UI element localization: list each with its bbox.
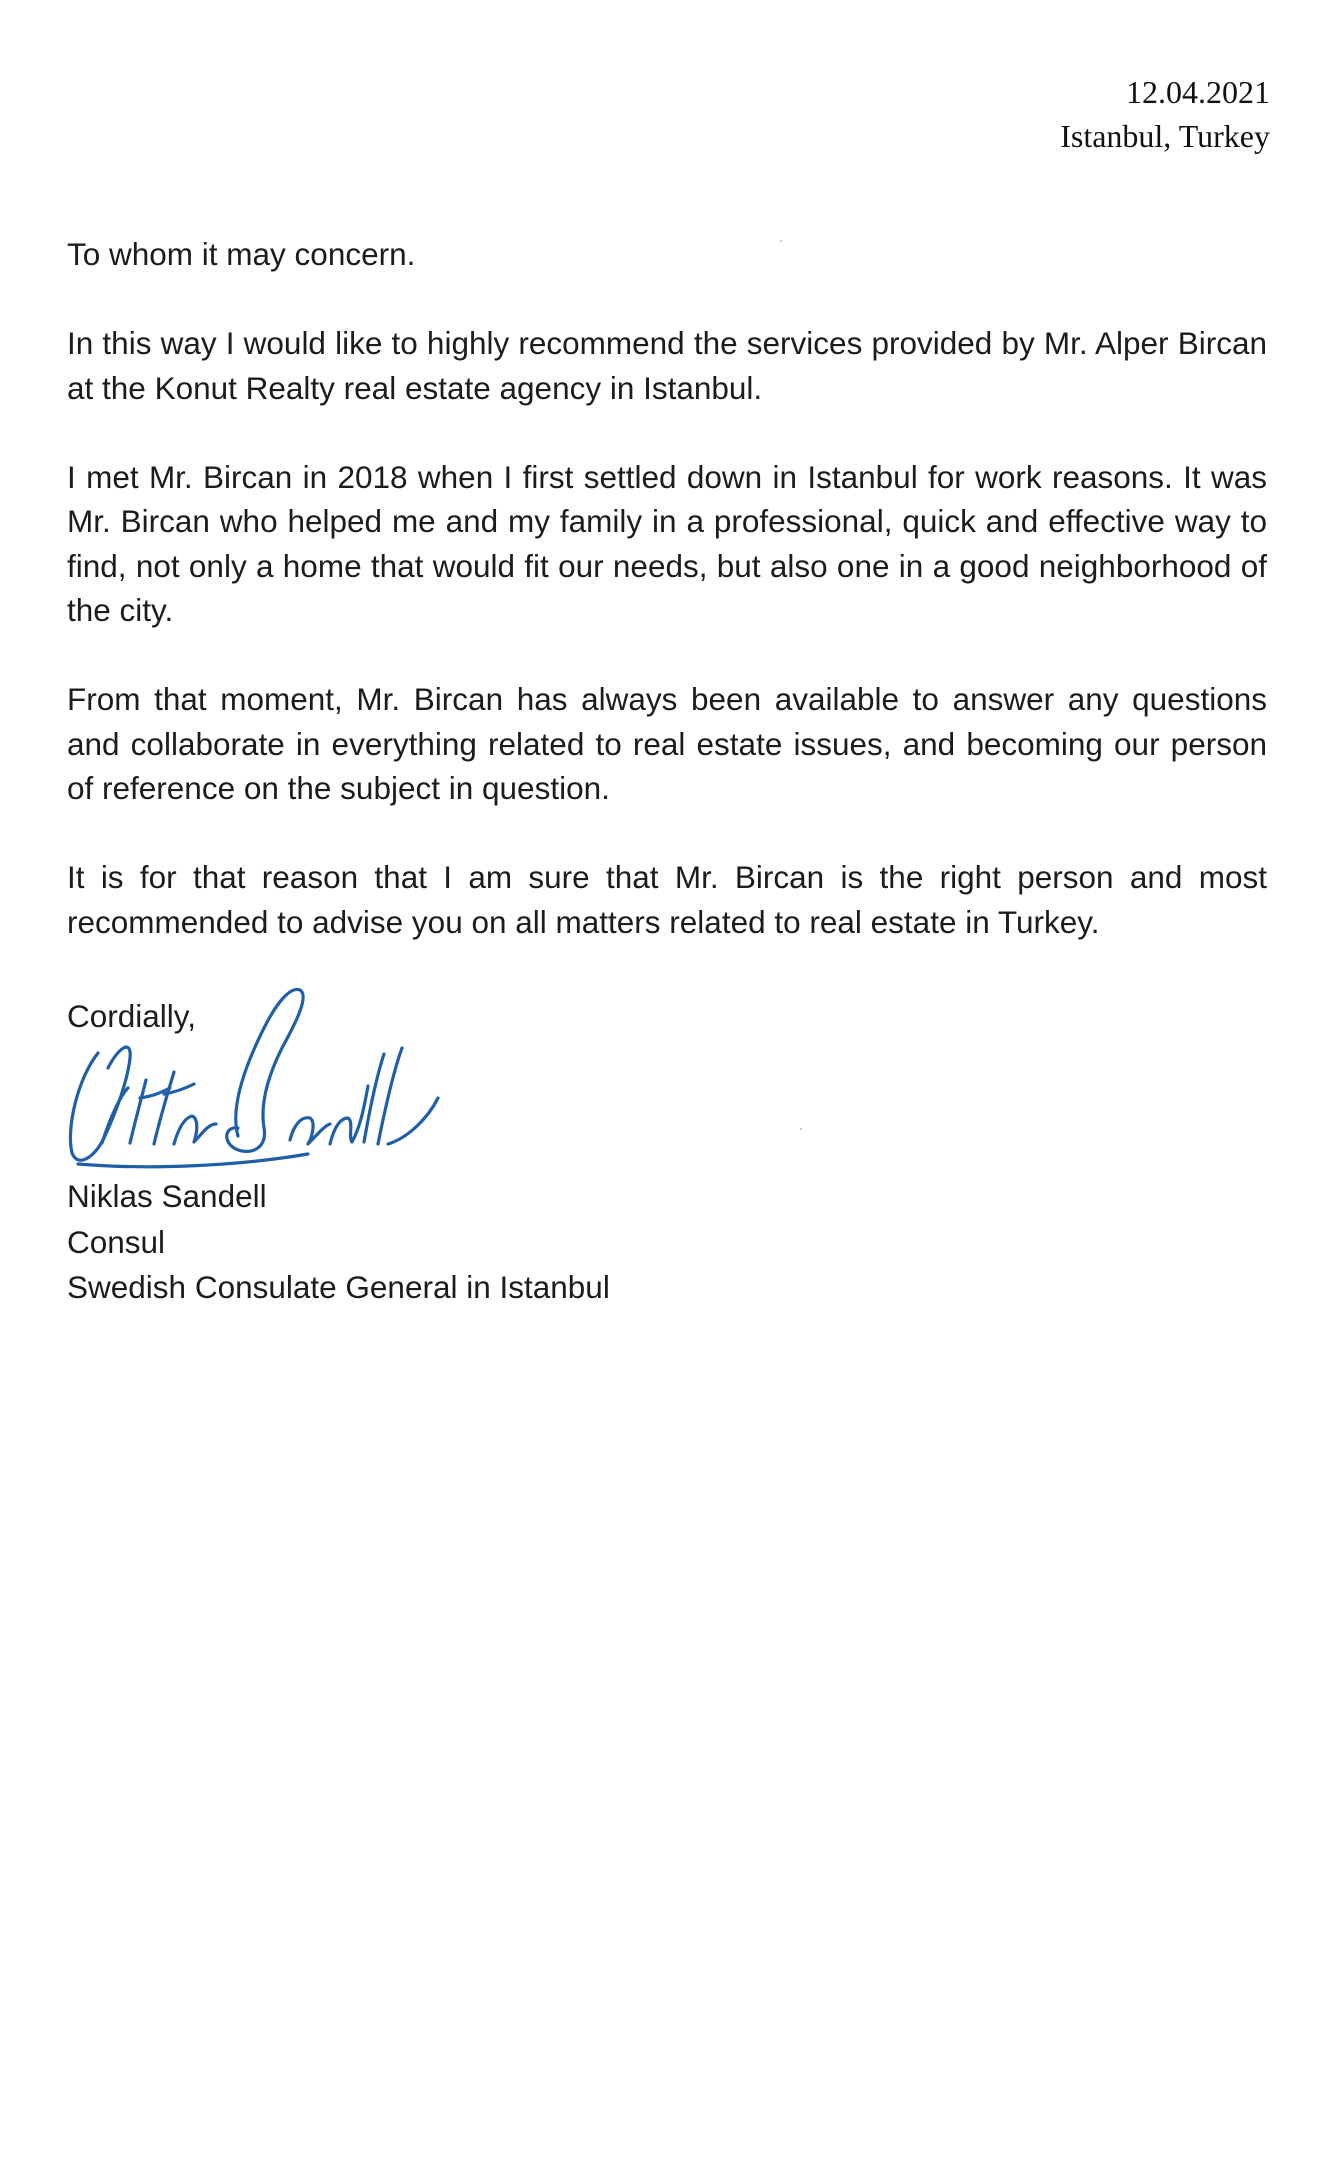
letter-location: Istanbul, Turkey [1060,118,1270,154]
letter-greeting: To whom it may concern. [67,236,416,272]
scan-speck [800,1128,802,1130]
letter-header [1060,70,1270,158]
letter-paragraph: In this way I would like to highly recommend the services provided by Mr. Alper Bircan at the Konut Realty real estate agency in Istanbul. [67,325,1267,406]
letter-closing: Cordially, [67,998,196,1034]
letter-body [67,232,1267,989]
signer-block [67,1174,610,1311]
signer-organization: Swedish Consulate General in Istanbul [67,1269,610,1305]
letter-paragraph: It is for that reason that I am sure that Mr. Bircan is the right person and most recommended to advise you on all matters related to real estate in Turkey. [67,859,1267,940]
letter-date: 12.04.2021 [1126,74,1270,110]
letter-paragraph: From that moment, Mr. Bircan has always been available to answer any questions and collaborate in everything related to real estate issues, and becoming our person of reference on the subject in question. [67,681,1267,806]
signer-name: Niklas Sandell [67,1178,267,1214]
signer-title: Consul [67,1223,166,1260]
letter-paragraph: I met Mr. Bircan in 2018 when I first settled down in Istanbul for work reasons. It was Mr. Bircan who helped me and my family in a professional, quick and effective way to find, not only a home that would fit our needs, but also one in a good neighborhood of the city. [67,458,1267,628]
handwritten-signature-icon [58,968,448,1178]
